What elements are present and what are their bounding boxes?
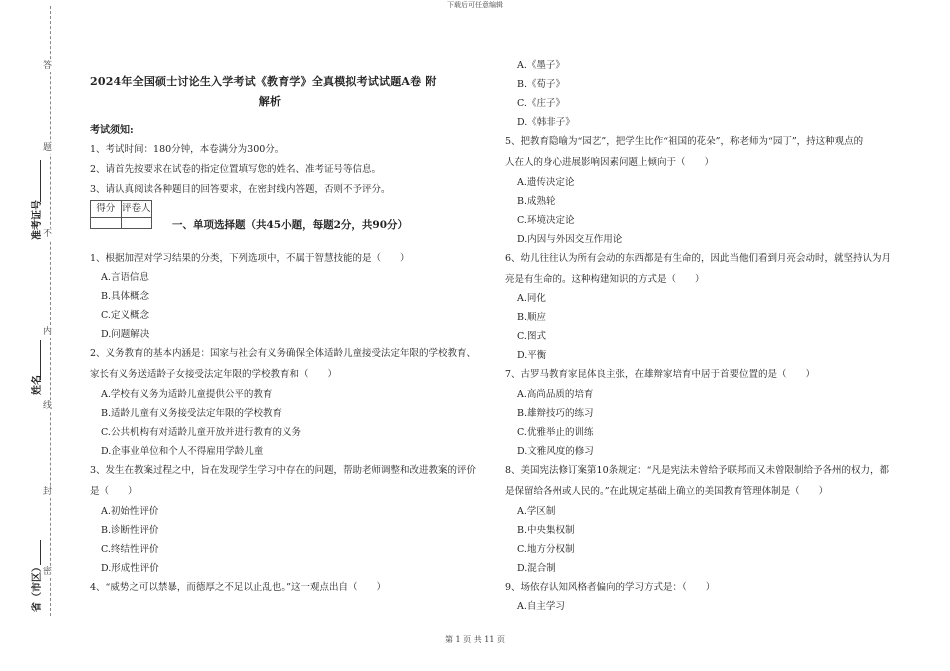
binding-char-bu: 不: [43, 229, 53, 239]
binding-char-mi: 密: [43, 567, 53, 577]
binding-char-nei: 内: [43, 327, 53, 337]
q2-option-d: D.企事业单位和个人不得雇用学龄儿童: [101, 446, 264, 457]
instruction-2: 2、请首先按要求在试卷的指定位置填写您的姓名、准考证号等信息。: [90, 164, 382, 175]
q2-option-a: A.学校有义务为适龄儿童提供公平的教育: [101, 389, 273, 400]
q6-option-c: C.图式: [517, 331, 546, 342]
q7-stem: 7、古罗马教育家昆体良主张，在雄辩家培育中居于首要位置的是（ ）: [505, 369, 816, 380]
q3-stem-line2: 是（ ）: [90, 486, 138, 497]
binding-char-da: 答: [43, 61, 53, 71]
instruction-1: 1、考试时间：180分钟，本卷满分为300分。: [90, 144, 285, 155]
q6-stem-line2: 亮是有生命的。这种构建知识的方式是（ ）: [505, 274, 705, 285]
grader-label: 评卷人: [121, 201, 152, 217]
name-underline: [40, 340, 41, 380]
q5-stem-line1: 5、把教育隐喻为“园艺”，把学生比作“祖国的花朵”，称老师为“园丁”，持这种观点的: [505, 136, 864, 147]
q6-option-d: D.平衡: [517, 350, 547, 361]
q3-option-a: A.初始性评价: [101, 506, 159, 517]
q6-stem-line1: 6、幼儿往往认为所有会动的东西都是有生命的，因此当他们看到月亮会动时，就坚持认为月: [505, 253, 892, 264]
q4-stem: 4、“威势之可以禁暴，而德厚之不足以止乱也。”这一观点出自（ ）: [90, 582, 387, 593]
exam-title-line2: 解析: [258, 95, 282, 108]
q1-stem: 1、根据加涅对学习结果的分类，下列选项中，不属于智慧技能的是（ ）: [90, 253, 410, 264]
q5-option-b: B.成熟轮: [517, 196, 556, 207]
instruction-3: 3、请认真阅读各种题目的回答要求，在密封线内答题，否则不予评分。: [90, 184, 391, 195]
q1-option-c: C.定义概念: [101, 310, 149, 321]
q5-option-d: D.内因与外因交互作用论: [517, 234, 623, 245]
q1-option-b: B.具体概念: [101, 291, 150, 302]
q7-option-d: D.文雅风度的修习: [517, 446, 594, 457]
q3-stem-line1: 3、发生在教案过程之中，旨在发现学生学习中存在的问题，帮助老师调整和改进教案的评价: [90, 465, 477, 476]
q8-stem-line1: 8、美国宪法修订案第10条规定：“凡是宪法未曾给予联邦而又未曾限制给予各州的权力，都: [505, 465, 889, 476]
q7-option-b: B.雄辩技巧的练习: [517, 408, 594, 419]
exam-number-underline: [40, 160, 41, 202]
q3-option-b: B.诊断性评价: [101, 525, 159, 536]
q7-option-c: C.优雅举止的训练: [517, 427, 594, 438]
q8-stem-line2: 是保留给各州或人民的。”在此规定基础上确立的美国教育管理体制是（ ）: [505, 486, 829, 497]
q1-option-d: D.问题解决: [101, 329, 150, 340]
q2-option-c: C.公共机构有对适龄儿童开放并进行教育的义务: [101, 427, 301, 438]
q8-option-d: D.混合制: [517, 563, 556, 574]
instructions-heading: 考试须知:: [90, 125, 134, 136]
q5-option-c: C.环境决定论: [517, 215, 575, 226]
q5-option-a: A.遗传决定论: [517, 177, 575, 188]
q2-stem-line1: 2、义务教育的基本内涵是：国家与社会有义务确保全体适龄儿童接受法定年限的学校教育、: [90, 348, 477, 359]
q3-option-d: D.形成性评价: [101, 563, 159, 574]
q9-option-a: A.自主学习: [517, 601, 565, 612]
q7-option-a: A.高尚品质的培育: [517, 389, 594, 400]
binding-char-feng: 封: [43, 487, 53, 497]
q8-option-a: A.学区制: [517, 506, 556, 517]
q2-stem-line2: 家长有义务送适龄子女接受法定年限的学校教育和（ ）: [90, 369, 338, 380]
binding-dashed-line: [50, 6, 51, 616]
q8-option-b: B.中央集权制: [517, 525, 575, 536]
q2-option-b: B.适龄儿童有义务接受法定年限的学校教育: [101, 408, 283, 419]
exam-title: [90, 72, 450, 112]
q1-option-a: A.言语信息: [101, 272, 149, 283]
q6-option-b: B.顺应: [517, 312, 547, 323]
section-title: 一、单项选择题（共45小题，每题2分，共90分）: [172, 219, 409, 231]
province-label: 省（市区）: [32, 562, 43, 612]
binding-char-xian: 线: [43, 401, 53, 411]
q8-option-c: C.地方分权制: [517, 544, 575, 555]
name-label: 姓名: [32, 375, 43, 395]
binding-char-ti: 题: [43, 143, 53, 153]
score-label: 得分: [96, 203, 116, 214]
q5-stem-line2: 人在人的身心进展影响因素问题上倾向于（ ）: [505, 157, 715, 168]
top-note: 下载后可任意编辑: [447, 1, 503, 9]
q4-option-c: C.《庄子》: [517, 98, 565, 109]
q3-option-c: C.终结性评价: [101, 544, 159, 555]
exam-title-line1: 2024年全国硕士讨论生入学考试《教育学》全真模拟考试试题A卷 附: [90, 75, 437, 88]
q4-option-a: A.《墨子》: [517, 60, 565, 71]
page-footer: 第 1 页 共 11 页: [445, 635, 505, 644]
score-entry-cells: [90, 216, 152, 229]
q6-option-a: A.同化: [517, 293, 546, 304]
q4-option-b: B.《荀子》: [517, 79, 566, 90]
q9-stem: 9、场依存认知风格者偏向的学习方式是：（ ）: [505, 582, 716, 593]
exam-number-label: 准考证号: [32, 200, 43, 240]
q4-option-d: D.《韩非子》: [517, 117, 575, 128]
